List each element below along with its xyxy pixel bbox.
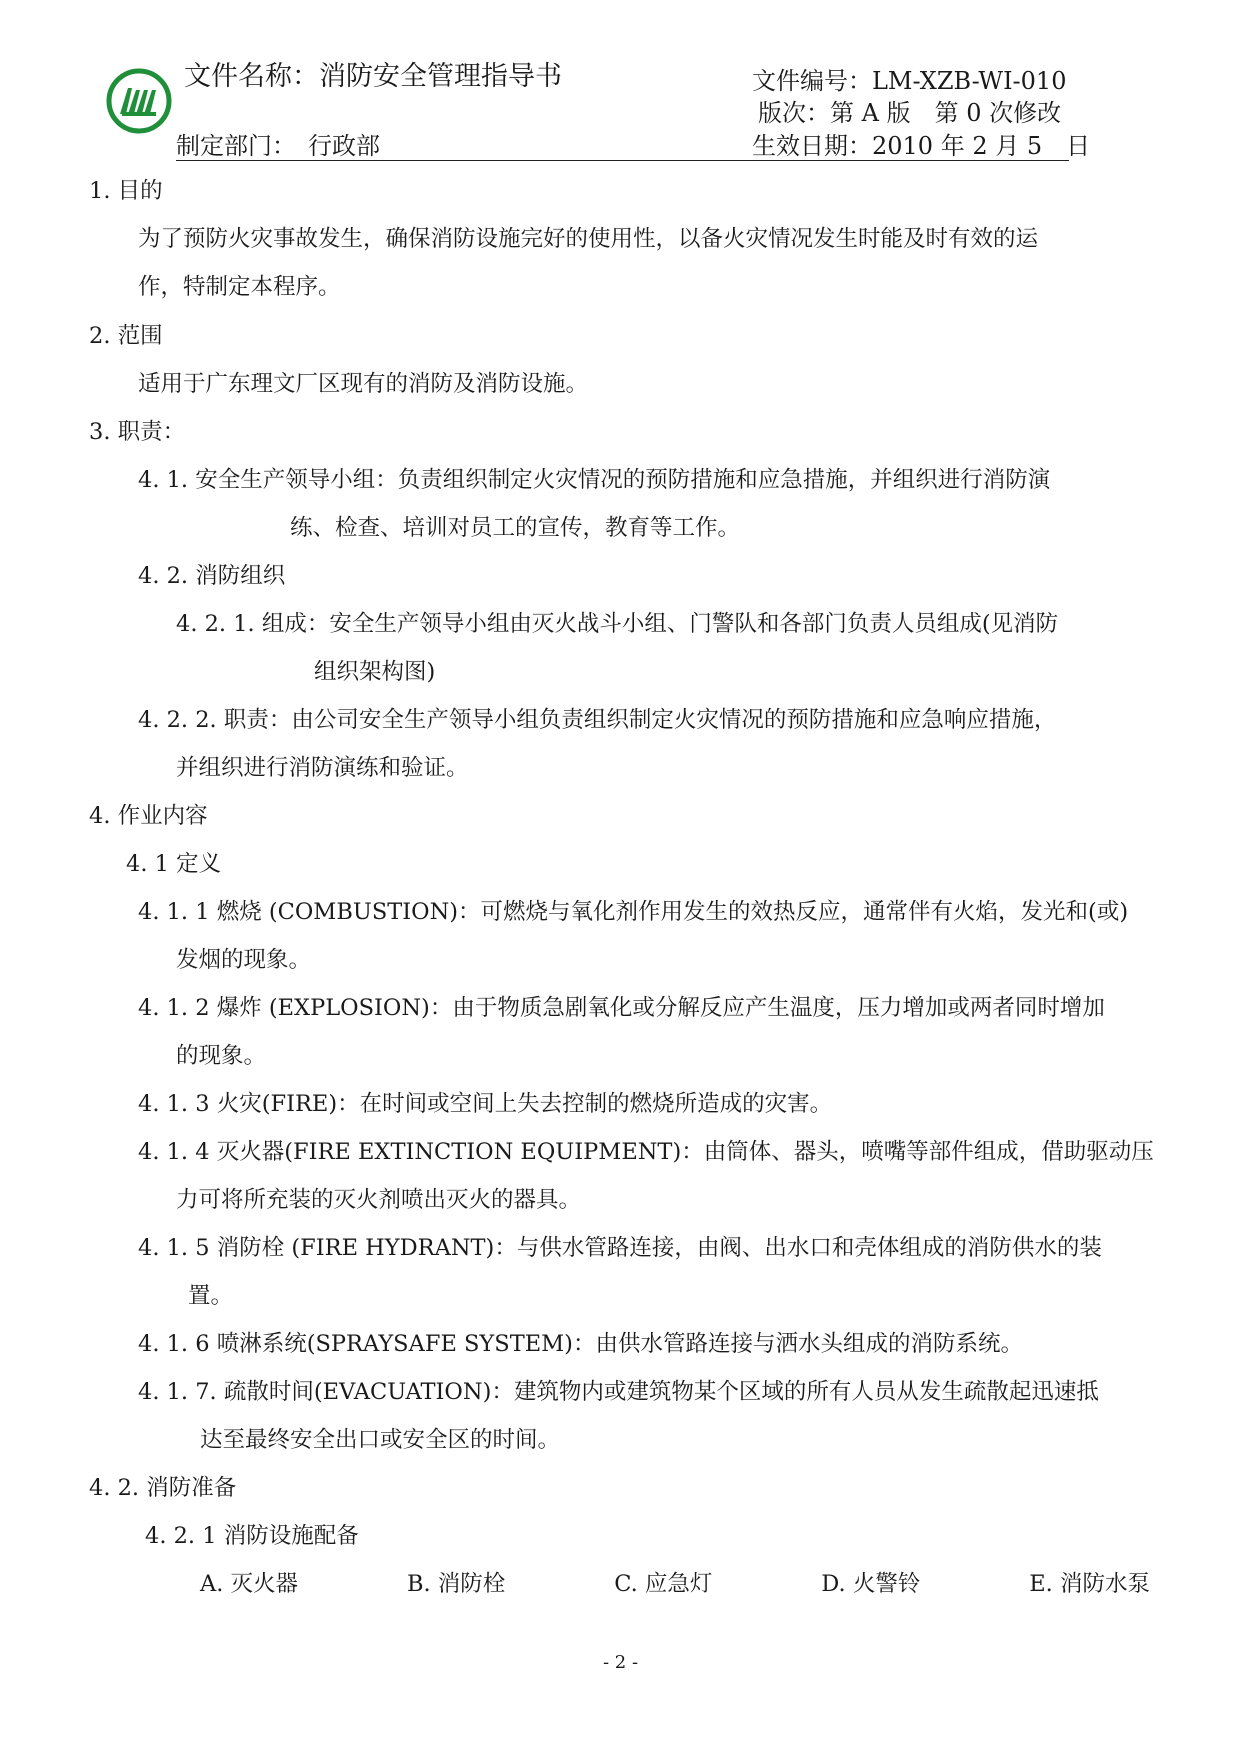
definition-combustion-line-1: 4. 1. 1 燃烧 (COMBUSTION)：可燃烧与氧化剂作用发生的效热反应，通常伴有火焰，发光和(或) [138, 899, 1129, 925]
equipment-item: E. 消防水泵 [1029, 1571, 1150, 1597]
header-divider [176, 160, 1069, 161]
equipment-item: D. 火警铃 [821, 1571, 921, 1597]
definition-explosion-line-1: 4. 1. 2 爆炸 (EXPLOSION)：由于物质急剧氧化或分解反应产生温度，压力增加或两者同时增加 [138, 995, 1105, 1021]
item-4-2-1-line-2: 组织架构图) [314, 659, 436, 685]
equipment-item: C. 应急灯 [614, 1571, 713, 1597]
definition-hydrant-line-1: 4. 1. 5 消防栓 (FIRE HYDRANT)：与供水管路连接，由阀、出水口和壳体组成的消防供水的装 [138, 1235, 1102, 1261]
section-1-heading: 1. 目的 [89, 178, 163, 204]
document-version: 版次：第 A 版 第 0 次修改 [758, 99, 1062, 127]
definition-evacuation-line-2: 达至最终安全出口或安全区的时间。 [200, 1427, 561, 1453]
item-4-2-2-line-1: 4. 2. 2. 职责：由公司安全生产领导小组负责组织制定火灾情况的预防措施和应急响应措施， [138, 707, 1057, 733]
definition-extinguisher-line-2: 力可将所充装的灭火剂喷出灭火的器具。 [176, 1187, 582, 1213]
section-4-heading: 4. 作业内容 [89, 803, 208, 829]
item-4-2-1-line-1: 4. 2. 1. 组成：安全生产领导小组由灭火战斗小组、门警队和各部门负责人员组成(见消防 [176, 611, 1059, 637]
item-4-2-2-line-2: 并组织进行消防演练和验证。 [176, 755, 469, 781]
definition-sprinkler: 4. 1. 6 喷淋系统(SPRAYSAFE SYSTEM)：由供水管路连接与洒水头组成的消防系统。 [138, 1331, 1023, 1357]
definition-extinguisher-line-1: 4. 1. 4 灭火器(FIRE EXTINCTION EQUIPMENT)：由筒体、器头，喷嘴等部件组成，借助驱动压 [138, 1139, 1154, 1165]
section-2-paragraph: 适用于广东理文厂区现有的消防及消防设施。 [138, 371, 589, 397]
subsection-4-1-heading: 4. 1 定义 [126, 851, 222, 877]
issuing-department: 制定部门： 行政部 [176, 132, 380, 160]
item-4-2-heading: 4. 2. 消防组织 [138, 563, 286, 589]
definition-explosion-line-2: 的现象。 [176, 1043, 267, 1069]
definition-fire: 4. 1. 3 火灾(FIRE)：在时间或空间上失去控制的燃烧所造成的灾害。 [138, 1091, 833, 1117]
page-number: - 2 - [602, 1652, 639, 1673]
item-4-1-line-1: 4. 1. 安全生产领导小组：负责组织制定火灾情况的预防措施和应急措施，并组织进行消防演 [138, 467, 1051, 493]
equipment-item: B. 消防栓 [406, 1571, 506, 1597]
section-2-heading: 2. 范围 [89, 323, 163, 349]
definition-combustion-line-2: 发烟的现象。 [176, 947, 312, 973]
item-4-1-line-2: 练、检查、培训对员工的宣传，教育等工作。 [290, 515, 741, 541]
effective-date: 生效日期：2010 年 2 月 5 日 [752, 132, 1091, 160]
equipment-list [200, 1569, 1150, 1599]
subsection-4-2-1-heading: 4. 2. 1 消防设施配备 [145, 1523, 359, 1549]
document-title: 文件名称：消防安全管理指导书 [184, 61, 562, 92]
subsection-4-2-heading: 4. 2. 消防准备 [89, 1475, 237, 1501]
section-1-paragraph-line-2: 作，特制定本程序。 [138, 274, 341, 300]
section-1-paragraph-line-1: 为了预防火灾事故发生，确保消防设施完好的使用性，以备火灾情况发生时能及时有效的运 [138, 226, 1039, 252]
definition-evacuation-line-1: 4. 1. 7. 疏散时间(EVACUATION)：建筑物内或建筑物某个区域的所有人员从发生疏散起迅速抵 [138, 1379, 1099, 1405]
equipment-item: A. 灭火器 [200, 1571, 299, 1597]
company-logo-icon [106, 68, 172, 134]
section-3-heading: 3. 职责： [89, 419, 186, 445]
document-number: 文件编号：LM-XZB-WI-010 [752, 67, 1067, 95]
definition-hydrant-line-2: 置。 [188, 1283, 234, 1309]
